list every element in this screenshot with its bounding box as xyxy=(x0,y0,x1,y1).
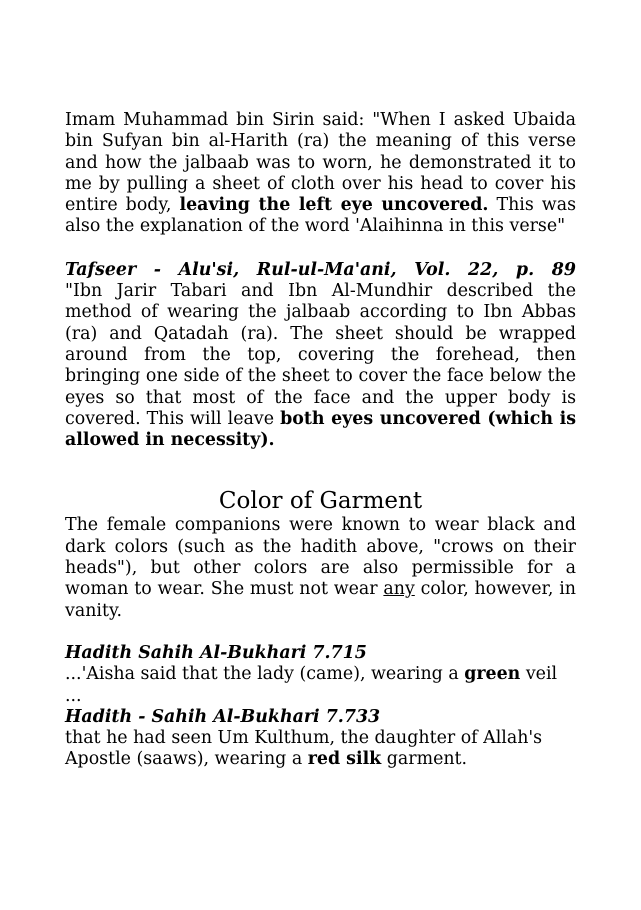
text: Imam Muhammad bin Sirin said: "When I asked Ubaida bin Sufyan bin al-Harith (ra) the meaning of this verse and how the jalbaab was to worn, he demonstrated it to me by pulling a sheet of cloth over his head to cover his entire body, xyxy=(65,110,576,216)
bold-text: green xyxy=(464,664,521,685)
text: that he had seen Um Kulthum, the daughter of Allah's Apostle (saaws), wearing a xyxy=(65,728,543,770)
spacer xyxy=(65,238,576,260)
text: This was also the explanation of the word 'Alaihinna in this verse" xyxy=(65,195,576,237)
paragraph-color-intro xyxy=(65,515,576,621)
text: veil ... xyxy=(65,664,558,706)
text: color, however, in vanity. xyxy=(65,579,576,621)
paragraph-sirin-quote xyxy=(65,110,576,238)
text: "Ibn Jarir Tabari and Ibn Al-Mundhir described the method of wearing the jalbaab according to Ibn Abbas (ra) and Qatadah (ra). The sheet should be wrapped around from the top, covering the forehead, then bringing one side of the sheet to cover the face below the eyes so that most of the face and the upper body is covered. This will leave xyxy=(65,281,576,429)
document-page xyxy=(65,110,576,771)
text: garment. xyxy=(381,749,468,770)
section-heading: Color of Garment xyxy=(218,488,423,515)
paragraph-tabari-quote xyxy=(65,281,576,451)
text: ...'Aisha said that the lady (came), wearing a xyxy=(65,664,465,685)
bold-text: leaving the left eye uncovered. xyxy=(179,195,489,216)
paragraph-red-silk xyxy=(65,728,576,771)
paragraph-green-veil xyxy=(65,664,576,707)
underlined-text: any xyxy=(383,579,415,600)
text: The female companions were known to wear black and dark colors (such as the hadith above, "crows on their heads"), but other colors are also permissible for a woman to wear. She must not wear xyxy=(65,515,576,600)
spacer xyxy=(65,451,576,487)
reference-tafseer: Tafseer - Alu'si, Rul-ul-Ma'ani, Vol. 22, p. 89 xyxy=(65,259,576,280)
reference-bukhari-733: Hadith - Sahih Al-Bukhari 7.733 xyxy=(65,706,381,727)
spacer xyxy=(65,622,576,643)
reference-bukhari-715: Hadith Sahih Al-Bukhari 7.715 xyxy=(65,642,367,663)
bold-text: red silk xyxy=(307,749,382,770)
bold-text: both eyes uncovered (which is allowed in necessity). xyxy=(65,408,577,451)
